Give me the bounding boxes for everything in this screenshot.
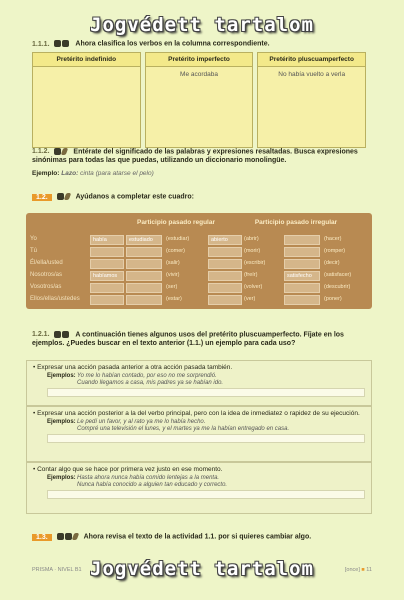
participle-input[interactable]: satisfecho xyxy=(284,271,320,281)
answer-line[interactable] xyxy=(47,490,365,499)
pronoun-label: Ellos/ellas/ustedes xyxy=(30,296,80,302)
example-text: cinta (para atarse el pelo) xyxy=(80,170,154,178)
group-work-icon xyxy=(54,147,68,156)
participle-input[interactable] xyxy=(126,259,162,269)
infinitive-label: (ser) xyxy=(166,284,178,290)
conjugation-row xyxy=(30,283,370,294)
section-title: Ahora clasifica los verbos en la columna correspondiente. xyxy=(75,40,270,48)
section-number: 1.2. xyxy=(32,194,52,201)
section-1-2 xyxy=(32,193,372,201)
uso-example: Compré una televisión el lunes, y el martes ya me la habían entregado en casa. xyxy=(77,426,290,432)
conjugation-row xyxy=(30,259,370,270)
answer-line[interactable] xyxy=(47,388,365,397)
infinitive-label: (satisfacer) xyxy=(324,272,352,278)
section-number: 1.2.1. xyxy=(32,331,50,339)
example-line xyxy=(32,169,372,178)
column-pluscuamperfecto xyxy=(257,52,366,148)
participle-input[interactable]: estudiado xyxy=(126,235,162,245)
uso-block-1 xyxy=(26,360,372,406)
column-imperfecto xyxy=(145,52,254,148)
header-irregular: Participio pasado irregular xyxy=(254,219,338,226)
uso-example: Ejemplos:Le pedí un favor, y al rato ya me lo había hecho. xyxy=(47,419,206,425)
participle-input[interactable] xyxy=(284,295,320,305)
infinitive-label: (estar) xyxy=(166,296,182,302)
page-number: [once] ■ 11 xyxy=(344,567,372,573)
infinitive-label: (morir) xyxy=(244,248,261,254)
section-number: 1.3. xyxy=(32,534,52,541)
infinitive-label: (poner) xyxy=(324,296,342,302)
pair-work-icon xyxy=(54,40,70,47)
uso-example: Nunca había conocido a alguien tan educado y correcto. xyxy=(77,482,228,488)
uso-example: Ejemplos:Yo me lo habían contado, por eso no me sorprendió. xyxy=(47,373,217,379)
infinitive-label: (volver) xyxy=(244,284,263,290)
pronoun-label: Yo xyxy=(30,236,37,242)
column-header: Pretérito pluscuamperfecto xyxy=(258,53,365,67)
infinitive-label: (comer) xyxy=(166,248,185,254)
participle-input[interactable] xyxy=(126,295,162,305)
participle-input[interactable] xyxy=(208,283,242,293)
section-title: A continuación tienes algunos usos del pretérito pluscuamperfecto. Fíjate en los ejemplos. ¿Puedes buscar en el texto anterior (1.1.) un ejemplo para cada uso? xyxy=(32,331,344,348)
infinitive-label: (decir) xyxy=(324,260,340,266)
participle-input[interactable] xyxy=(208,259,242,269)
uso-block-2 xyxy=(26,406,372,462)
infinitive-label: (vivir) xyxy=(166,272,180,278)
section-1-3 xyxy=(32,533,372,541)
section-1-1-1 xyxy=(32,40,372,48)
participle-input[interactable] xyxy=(208,295,242,305)
aux-input[interactable] xyxy=(90,283,124,293)
footer-book: PRISMA · NIVEL B1 xyxy=(32,567,82,573)
pronoun-label: Él/ella/usted xyxy=(30,260,63,266)
conjugation-row xyxy=(30,271,370,282)
uso-title: • Contar algo que se hace por primera vez justo en ese momento. xyxy=(33,466,223,473)
infinitive-label: (romper) xyxy=(324,248,346,254)
participle-input[interactable] xyxy=(284,259,320,269)
participle-input[interactable] xyxy=(126,271,162,281)
example-label: Ejemplo: xyxy=(32,170,60,178)
watermark-bottom: Jogvédett tartalom xyxy=(90,558,314,580)
infinitive-label: (descubrir) xyxy=(324,284,351,290)
infinitive-label: (abrir) xyxy=(244,236,259,242)
participle-input[interactable]: abierto xyxy=(208,235,242,245)
aux-input[interactable] xyxy=(90,247,124,257)
participle-input[interactable] xyxy=(126,283,162,293)
column-indefinido xyxy=(32,52,141,148)
pronoun-label: Tú xyxy=(30,248,38,254)
participle-input[interactable] xyxy=(126,247,162,257)
conjugation-row xyxy=(30,295,370,306)
participle-input[interactable] xyxy=(208,271,242,281)
infinitive-label: (estudiar) xyxy=(166,236,190,242)
classification-table xyxy=(32,52,366,148)
column-header: Pretérito imperfecto xyxy=(146,53,253,67)
infinitive-label: (hacer) xyxy=(324,236,342,242)
participle-input[interactable] xyxy=(284,235,320,245)
column-body[interactable]: No había vuelto a verla xyxy=(258,67,365,147)
section-1-1-2 xyxy=(32,147,372,178)
section-title: Ahora revisa el texto de la actividad 1.1. por si quieres cambiar algo. xyxy=(83,533,312,541)
watermark-top: Jogvédett tartalom xyxy=(90,14,314,36)
conjugation-table xyxy=(26,213,372,309)
uso-block-3 xyxy=(26,462,372,514)
conjugation-row xyxy=(30,235,370,246)
aux-input[interactable] xyxy=(90,295,124,305)
column-header: Pretérito indefinido xyxy=(33,53,140,67)
uso-example: Cuando llegamos a casa, mis padres ya se habían ido. xyxy=(77,380,224,386)
conjugation-row xyxy=(30,247,370,258)
participle-input[interactable] xyxy=(284,247,320,257)
section-title: Ayúdanos a completar este cuadro: xyxy=(75,193,194,201)
aux-input[interactable] xyxy=(90,259,124,269)
pair-work-icon xyxy=(54,330,70,339)
section-1-2-1 xyxy=(32,330,372,348)
answer-line[interactable] xyxy=(47,434,365,443)
uso-title: • Expresar una acción posterior a la del verbo principal, pero con la idea de inmediatez o rapidez de su ejecución. xyxy=(33,410,360,417)
section-number: 1.1.1. xyxy=(32,40,50,48)
example-word: Lazo: xyxy=(61,170,79,178)
aux-input[interactable]: había xyxy=(90,235,124,245)
participle-input[interactable] xyxy=(284,283,320,293)
infinitive-label: (freír) xyxy=(244,272,258,278)
uso-example: Ejemplos:Hasta ahora nunca había comido lentejas a la menta. xyxy=(47,475,220,481)
header-regular: Participio pasado regular xyxy=(136,219,216,226)
section-title: Entérate del significado de las palabras y expresiones resaltadas. Busca expresiones sinónimas para todas las que puedas, utilizando un diccionario monolingüe. xyxy=(32,148,358,165)
section-number: 1.1.2. xyxy=(32,148,50,156)
individual-work-icon xyxy=(57,193,71,200)
column-body[interactable]: Me acordaba xyxy=(146,67,253,147)
column-body[interactable] xyxy=(33,67,140,147)
pronoun-label: Nosotros/as xyxy=(30,272,63,278)
aux-input[interactable]: habíamos xyxy=(90,271,124,281)
participle-input[interactable] xyxy=(208,247,242,257)
uso-title: • Expresar una acción pasada anterior a otra acción pasada también. xyxy=(33,364,233,371)
group-work-icon xyxy=(57,533,79,540)
infinitive-label: (salir) xyxy=(166,260,180,266)
pronoun-label: Vosotros/as xyxy=(30,284,62,290)
infinitive-label: (ver) xyxy=(244,296,256,302)
infinitive-label: (escribir) xyxy=(244,260,266,266)
